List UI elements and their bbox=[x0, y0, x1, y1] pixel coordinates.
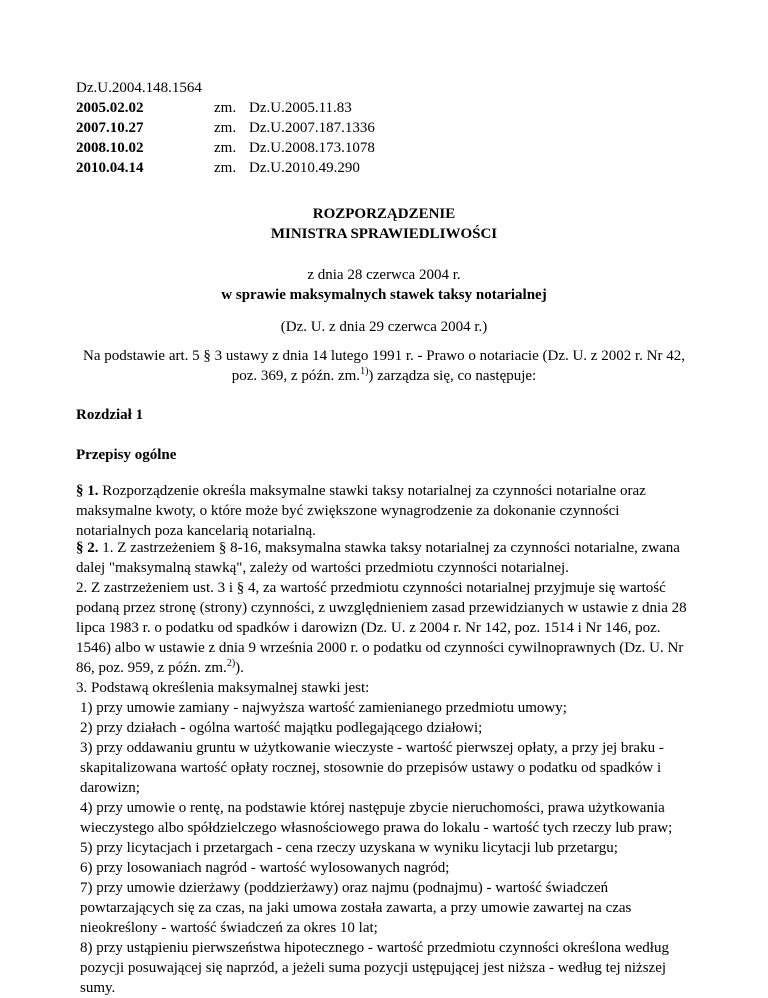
amendment-zm: zm. bbox=[214, 160, 237, 176]
footnote-ref: 1) bbox=[360, 366, 369, 377]
list-item: 4) przy umowie o rentę, na podstawie której następuje zbycie nieruchomości, prawa użytkowania wieczystego albo spółdzielczego własnościowego prawa do lokalu - wartość tych rzeczy lub praw; bbox=[80, 800, 673, 836]
paragraph-1 bbox=[76, 481, 692, 541]
preamble-line-2 bbox=[76, 366, 692, 386]
clause-2 bbox=[76, 578, 692, 678]
amendment-date: 2008.10.02 bbox=[76, 140, 144, 156]
list-item: 1) przy umowie zamiany - najwyższa wartość zamienianego przedmiotu umowy; bbox=[80, 700, 567, 716]
list-item: 5) przy licytacjach i przetargach - cena rzeczy uzyskana w wyniku licytacji lub przetargu; bbox=[80, 840, 618, 856]
document-title bbox=[0, 204, 768, 244]
document-date: z dnia 28 czerwca 2004 r. bbox=[307, 267, 461, 283]
amendment-row bbox=[76, 138, 375, 158]
paragraph-number: § 2. bbox=[76, 540, 99, 556]
list-item: 8) przy ustąpieniu pierwszeństwa hipotecznego - wartość przedmiotu czynności określona według pozycji posuwającej się naprzód, a jeżeli suma pozycji ustępującej jest niższa - według tej niższej sumy. bbox=[80, 940, 669, 996]
amendment-reference: Dz.U.2010.49.290 bbox=[249, 160, 360, 176]
preamble-text: poz. 369, z późn. zm. bbox=[231, 368, 361, 384]
amendment-date: 2010.04.14 bbox=[76, 160, 144, 176]
publication-reference: (Dz. U. z dnia 29 czerwca 2004 r.) bbox=[280, 319, 488, 335]
document-subject: w sprawie maksymalnych stawek taksy notarialnej bbox=[221, 287, 547, 303]
amendment-row bbox=[76, 158, 375, 178]
chapter-label: Rozdział 1 bbox=[76, 407, 144, 423]
amendment-zm: zm. bbox=[214, 100, 237, 116]
list-item: 7) przy umowie dzierżawy (poddzierżawy) oraz najmu (podnajmu) - wartość świadczeń powtarzających się za czas, na jaki umowa została zawarta, a przy umowie zawartej na czas nieokreślony - wartość świadczeń za okres 10 lat; bbox=[80, 880, 632, 936]
preamble bbox=[76, 346, 692, 386]
amendment-date: 2005.02.02 bbox=[76, 100, 144, 116]
amendment-reference: Dz.U.2007.187.1336 bbox=[249, 120, 375, 136]
preamble-text: ) zarządza się, co następuje: bbox=[368, 368, 537, 384]
preamble-line-1: Na podstawie art. 5 § 3 ustawy z dnia 14 lutego 1991 r. - Prawo o notariacie (Dz. U. z 2002 r. Nr 42, bbox=[83, 348, 685, 364]
amendment-zm: zm. bbox=[214, 140, 237, 156]
clause-1 bbox=[76, 538, 692, 578]
amendment-zm: zm. bbox=[214, 120, 237, 136]
footnote-ref: 2) bbox=[226, 658, 236, 669]
list-item: 6) przy losowaniach nagród - wartość wylosowanych nagród; bbox=[80, 860, 450, 876]
paragraph-number: § 1. bbox=[76, 483, 99, 499]
clause-text: ). bbox=[235, 660, 244, 676]
base-reference: Dz.U.2004.148.1564 bbox=[76, 80, 202, 96]
list-item: 3) przy oddawaniu gruntu w użytkowanie wieczyste - wartość pierwszej opłaty, a przy jej braku - skapitalizowana wartość opłaty rocznej, stosownie do przepisów ustawy o podatku od spadków i darowizn; bbox=[80, 740, 664, 796]
title-line-1: ROZPORZĄDZENIE bbox=[312, 206, 456, 222]
amendment-date: 2007.10.27 bbox=[76, 120, 144, 136]
title-line-2: MINISTRA SPRAWIEDLIWOŚCI bbox=[270, 226, 498, 242]
amendment-row bbox=[76, 118, 375, 138]
paragraph-text: Rozporządzenie określa maksymalne stawki taksy notarialnej za czynności notarialne oraz maksymalne kwoty, o które może być zwiększone wynagrodzenie za dokonanie czynności notarialnych poza kancelarią notarialną. bbox=[76, 483, 646, 539]
clause-3: 3. Podstawą określenia maksymalnej stawki jest: bbox=[76, 680, 370, 696]
paragraph-2 bbox=[76, 538, 692, 998]
amendment-reference: Dz.U.2008.173.1078 bbox=[249, 140, 375, 156]
clause-text: 1. Z zastrzeżeniem § 8-16, maksymalna stawka taksy notarialnej za czynności notarialne, zwana dalej "maksymalną stawką", zależy od wartości przedmiotu czynności notarialnej. bbox=[76, 540, 680, 576]
amendment-row bbox=[76, 98, 375, 118]
list-item: 2) przy działach - ogólna wartość majątku podlegającego działowi; bbox=[80, 720, 483, 736]
clause-text: 2. Z zastrzeżeniem ust. 3 i § 4, za wartość przedmiotu czynności notarialnej przyjmuje się wartość podaną przez stronę (strony) czynności, z uwzględnieniem zasad przewidzianych w ustawie z dnia 28 lipca 1983 r. o podatku od spadków i darowizn (Dz. U. z 2004 r. Nr 142, poz. 1514 i Nr 146, poz. 1546) albo w ustawie z dnia 9 września 2000 r. o podatku od czynności cywilnoprawnych (Dz. U. Nr 86, poz. 959, z późn. zm. bbox=[76, 580, 687, 676]
amendment-header bbox=[76, 78, 375, 178]
amendment-reference: Dz.U.2005.11.83 bbox=[249, 100, 352, 116]
chapter-title: Przepisy ogólne bbox=[76, 447, 177, 463]
